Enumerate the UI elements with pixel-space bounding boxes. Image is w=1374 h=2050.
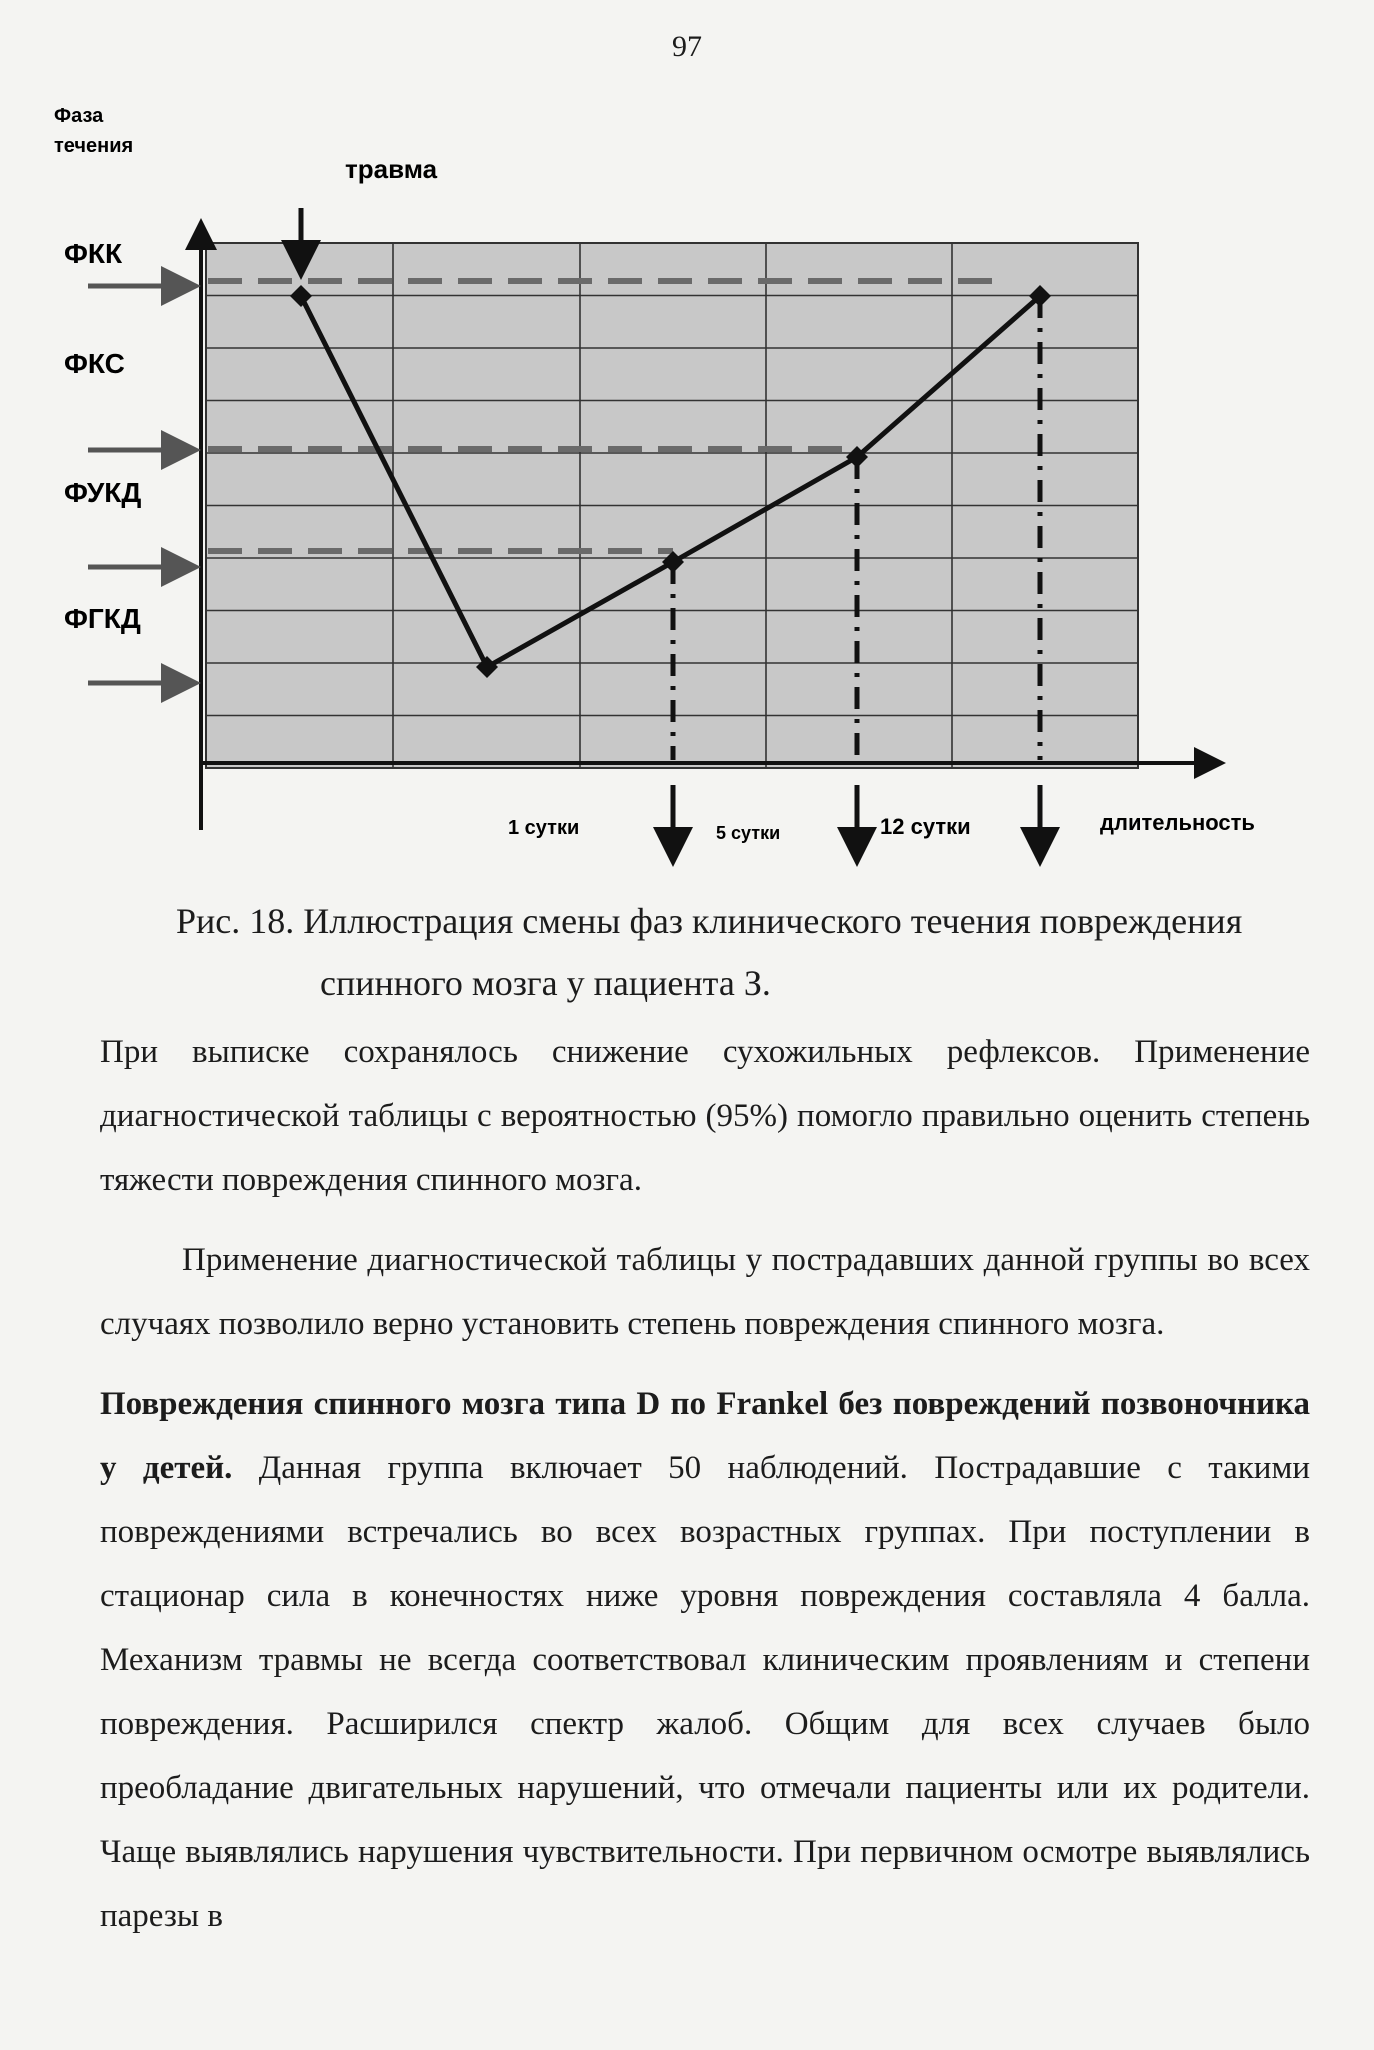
- x-ticks: [508, 785, 1040, 862]
- phase-label: ФКК: [64, 238, 123, 269]
- paragraph-2: Применение диагностической таблицы у пострадавших данной группы во всех случаях позволило верно установить степень повреждения спинного мозга.: [100, 1242, 1310, 1342]
- y-axis-title-line2: течения: [54, 135, 134, 157]
- paragraph-3: [100, 1372, 1310, 1948]
- caption-line1: Рис. 18. Иллюстрация смены фаз клинического течения повреждения: [176, 901, 1243, 941]
- phase-labels: [64, 238, 196, 683]
- x-tick-label: 12 сутки: [880, 814, 971, 839]
- phase-label: ФКС: [64, 348, 125, 379]
- body-text: [100, 1020, 1310, 1948]
- page-number: 97: [672, 30, 702, 63]
- trauma-label: травма: [345, 154, 438, 184]
- phase-label: ФУКД: [64, 477, 142, 508]
- phase-label: ФГКД: [64, 603, 141, 634]
- x-tick-label: 5 сутки: [716, 823, 781, 843]
- section-heading: Повреждения спинного мозга типа D по Frankel без повреждений позвоночника у детей.: [100, 1386, 1310, 1486]
- x-axis-title: длительность: [1100, 810, 1255, 835]
- y-axis-title-line1: Фаза: [54, 105, 104, 127]
- paragraph-1: При выписке сохранялось снижение сухожильных рефлексов. Применение диагностической таблицы с вероятностью (95%) помогло правильно оценить степень тяжести повреждения спинного мозга.: [100, 1034, 1310, 1198]
- x-tick-label: 1 сутки: [508, 817, 580, 839]
- caption-line2: спинного мозга у пациента З.: [320, 963, 771, 1003]
- figure-caption: [176, 890, 1306, 1014]
- phase-chart: [0, 0, 1374, 880]
- paragraph-3-text: Данная группа включает 50 наблюдений. Пострадавшие с такими повреждениями встречались во всех возрастных группах. При поступлении в стационар сила в конечностях ниже уровня повреждения составляла 4 балла. Механизм травмы не всегда соответствовал клиническим проявлениям и степени повреждения. Расширился спектр жалоб. Общим для всех случаев было преобладание двигательных нарушений, что отмечали пациенты или их родители. Чаще выявлялись нарушения чувствительности. При первичном осмотре выявлялись парезы в: [100, 1450, 1310, 1934]
